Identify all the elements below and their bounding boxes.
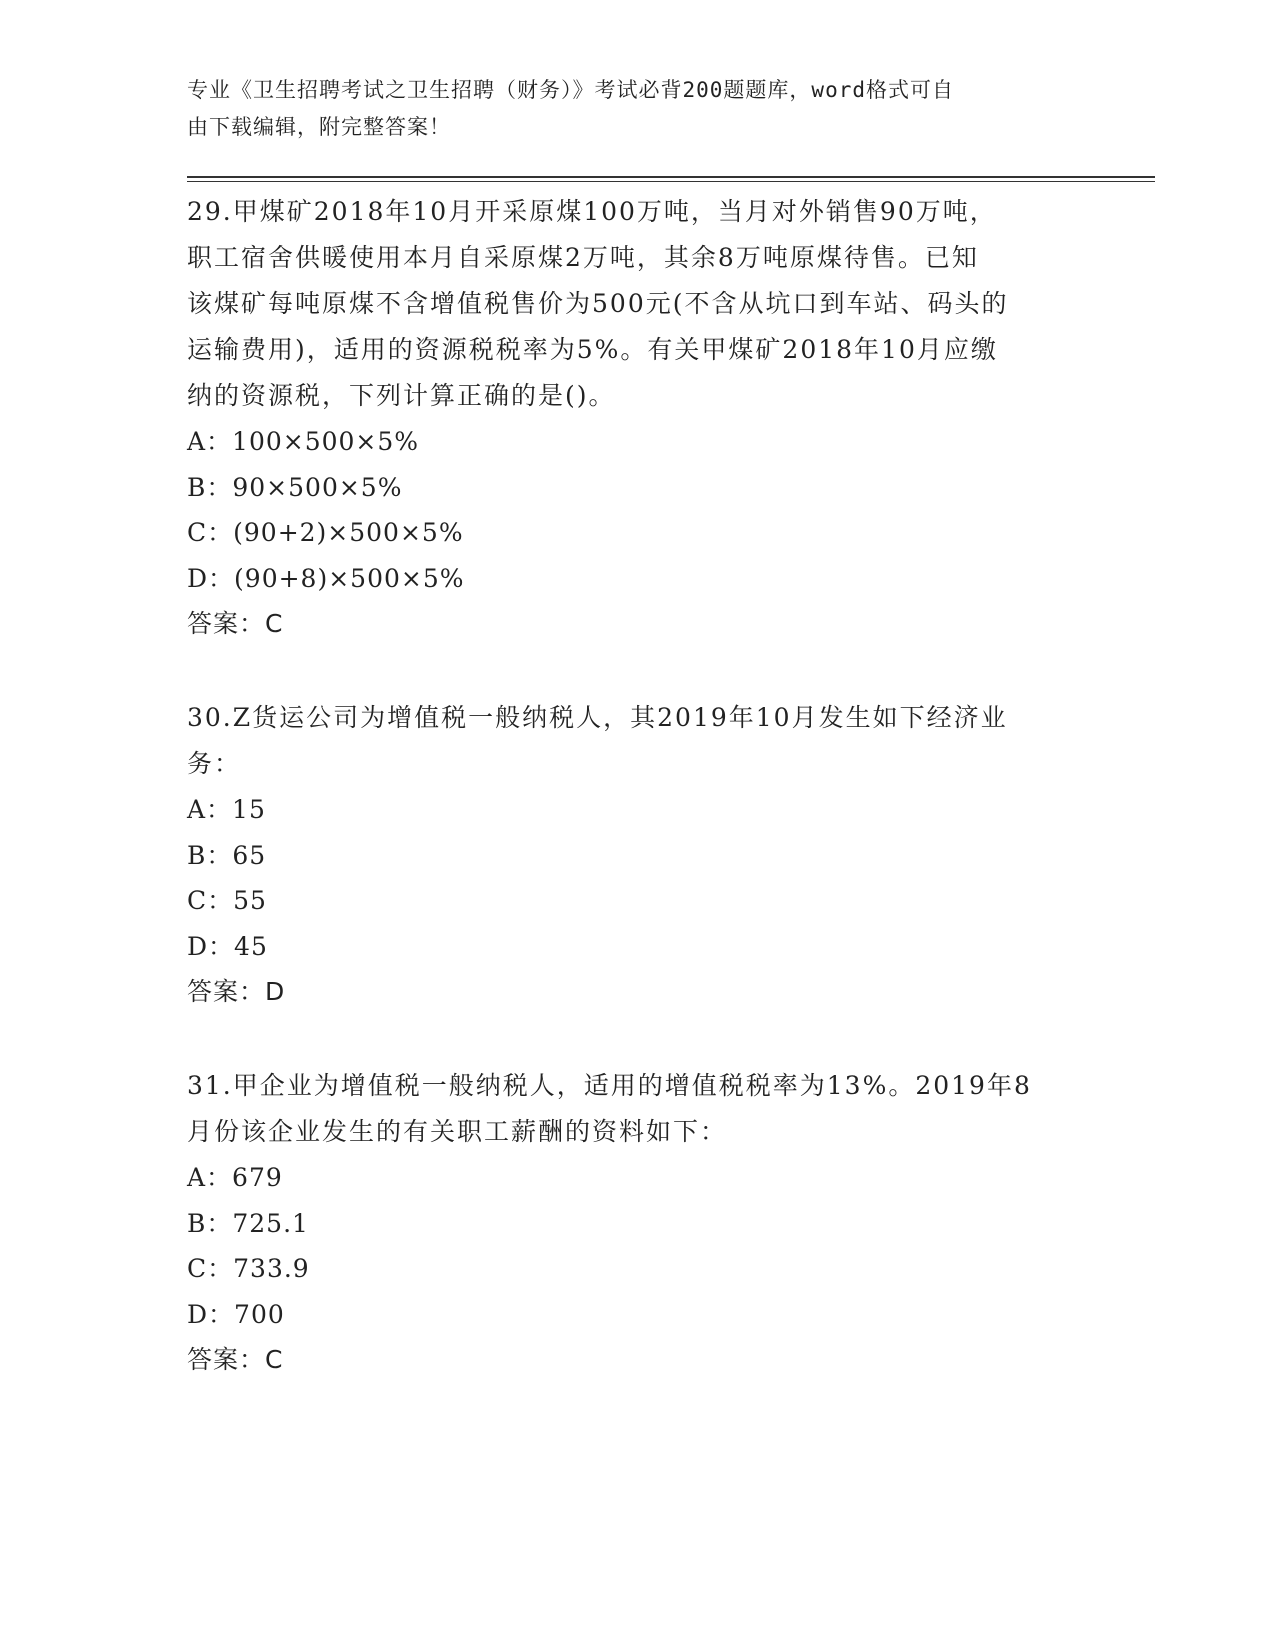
question-31 <box>187 1063 1077 1382</box>
answer-label: 答案：C <box>187 609 284 638</box>
option-d: D：(90+8)×500×5% <box>187 563 465 593</box>
question-text-line: 月份该企业发生的有关职工薪酬的资料如下： <box>187 1117 728 1146</box>
question-text-line: 该煤矿每吨原煤不含增值税售价为500元(不含从坑口到车站、码头的 <box>187 289 1009 318</box>
document-header <box>187 72 1067 146</box>
answer-label: 答案：D <box>187 977 286 1006</box>
option-b: B：65 <box>187 840 267 870</box>
question-text-line: 职工宿舍供暖使用本月自采原煤2万吨，其余8万吨原煤待售。已知 <box>187 243 979 272</box>
option-b: B：90×500×5% <box>187 472 403 502</box>
question-text-line: 31.甲企业为增值税一般纳税人，适用的增值税税率为13%。2019年8 <box>187 1071 1032 1100</box>
question-list <box>187 189 1077 1431</box>
header-line-1: 专业《卫生招聘考试之卫生招聘（财务）》考试必背200题题库，word格式可自 <box>187 78 954 102</box>
header-line-2: 由下载编辑，附完整答案！ <box>187 115 451 139</box>
question-text-line: 务： <box>187 749 242 778</box>
question-text-line: 29.甲煤矿2018年10月开采原煤100万吨，当月对外销售90万吨， <box>187 197 997 226</box>
question-30 <box>187 695 1077 1014</box>
question-29 <box>187 189 1077 646</box>
header-divider-thin <box>187 181 1155 182</box>
option-a: A：100×500×5% <box>187 427 420 456</box>
option-a: A：679 <box>187 1163 283 1192</box>
header-divider-thick <box>187 176 1155 178</box>
option-d: D：700 <box>187 1299 285 1329</box>
option-d: D：45 <box>187 931 268 961</box>
option-a: A：15 <box>187 795 266 824</box>
question-text-line: 运输费用)，适用的资源税税率为5%。有关甲煤矿2018年10月应缴 <box>187 335 998 364</box>
option-c: C：733.9 <box>187 1254 310 1283</box>
option-c: C：(90+2)×500×5% <box>187 518 464 547</box>
question-text-line: 30.Z货运公司为增值税一般纳税人，其2019年10月发生如下经济业 <box>187 703 1008 732</box>
answer-label: 答案：C <box>187 1345 284 1374</box>
option-c: C：55 <box>187 886 267 915</box>
option-b: B：725.1 <box>187 1208 309 1238</box>
question-text-line: 纳的资源税，下列计算正确的是()。 <box>187 381 616 410</box>
